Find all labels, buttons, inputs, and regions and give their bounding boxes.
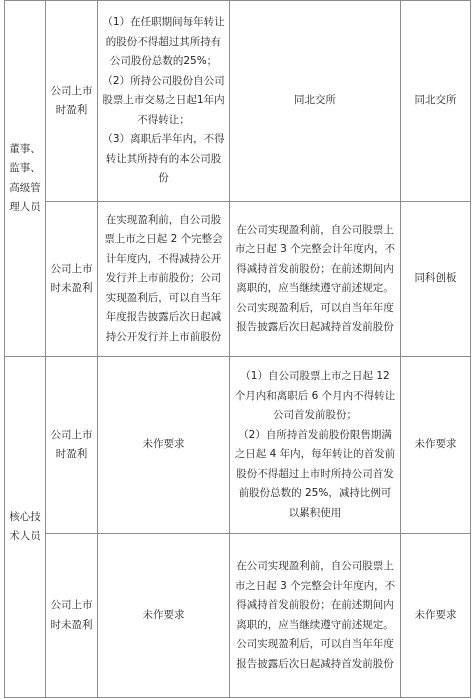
rule-paragraph: 在公司实现盈利前，自公司股票上市之日起 3 个完整会计年度内，不得减持首发前股份；在前述期间内离职的，应当继续遵守前述规定。公司实现盈利后，可以自当年年度报告披露后次日起减持首发前股份 xyxy=(234,223,396,333)
subcategory-cell: 公司上市时盈利 xyxy=(46,357,98,534)
rule-cell: 未作要求 xyxy=(401,357,471,534)
rule-paragraph: 在公司实现盈利前，自公司股票上市之日起 3 个完整会计年度内，不得减持首发前股份；在前述期间内离职的，应当继续遵守前述规定。公司实现盈利后，可以自当年年度报告披露后次日起减持首发前股份 xyxy=(234,560,396,670)
rule-paragraph: （2）自所持首发前股份限售期满之日起 4 年内，每年转让的首发前股份不得超过上市时所持公司首发前股份总数的 25%，减持比例可以累积使用 xyxy=(234,428,396,519)
rule-cell xyxy=(98,357,230,534)
comparison-table xyxy=(4,0,471,698)
rule-cell xyxy=(98,202,230,357)
table-row xyxy=(5,534,471,698)
rule-cell: 未作要求 xyxy=(401,534,471,698)
subcategory-cell: 公司上市时盈利 xyxy=(46,1,98,202)
rule-cell: 同北交所 xyxy=(401,1,471,202)
rule-cell xyxy=(230,202,401,357)
category-cell: 董事、监事、高级管理人员 xyxy=(5,1,46,357)
table-row xyxy=(5,1,471,202)
rule-cell xyxy=(98,534,230,698)
rule-paragraph: 未作要求 xyxy=(142,608,185,621)
rule-cell xyxy=(230,357,401,534)
rule-paragraph: （3）离职后半年内，不得转让其所持有的本公司股份 xyxy=(102,133,225,185)
subcategory-cell: 公司上市时未盈利 xyxy=(46,202,98,357)
rule-paragraph: （1）自公司股票上市之日起 12 个月内和离职后 6 个月内不得转让公司首发前股份； xyxy=(234,370,396,421)
rule-cell xyxy=(230,1,401,202)
rule-paragraph: 未作要求 xyxy=(142,438,185,451)
subcategory-cell: 公司上市时未盈利 xyxy=(46,534,98,698)
rule-paragraph: 同北交所 xyxy=(294,94,336,107)
table-row xyxy=(5,202,471,357)
rule-paragraph: （1）在任职期间每年转让的股份不得超过其所持有公司股份总数的25%； xyxy=(102,16,225,68)
rule-cell xyxy=(98,1,230,202)
rule-paragraph: （2）所持公司股份自公司股票上市交易之日起1年内不得转让； xyxy=(102,74,225,126)
category-cell: 核心技术人员 xyxy=(5,357,46,698)
rule-cell: 同科创板 xyxy=(401,202,471,357)
rule-cell xyxy=(230,534,401,698)
table-row xyxy=(5,357,471,534)
rule-paragraph: 在实现盈利前，自公司股票上市之日起 2 个完整会计年度内，不得减持公开发行并上市前股份；公司实现盈利后，可以自当年年度报告披露后次日起减持公开发行并上市前股份 xyxy=(104,213,223,343)
